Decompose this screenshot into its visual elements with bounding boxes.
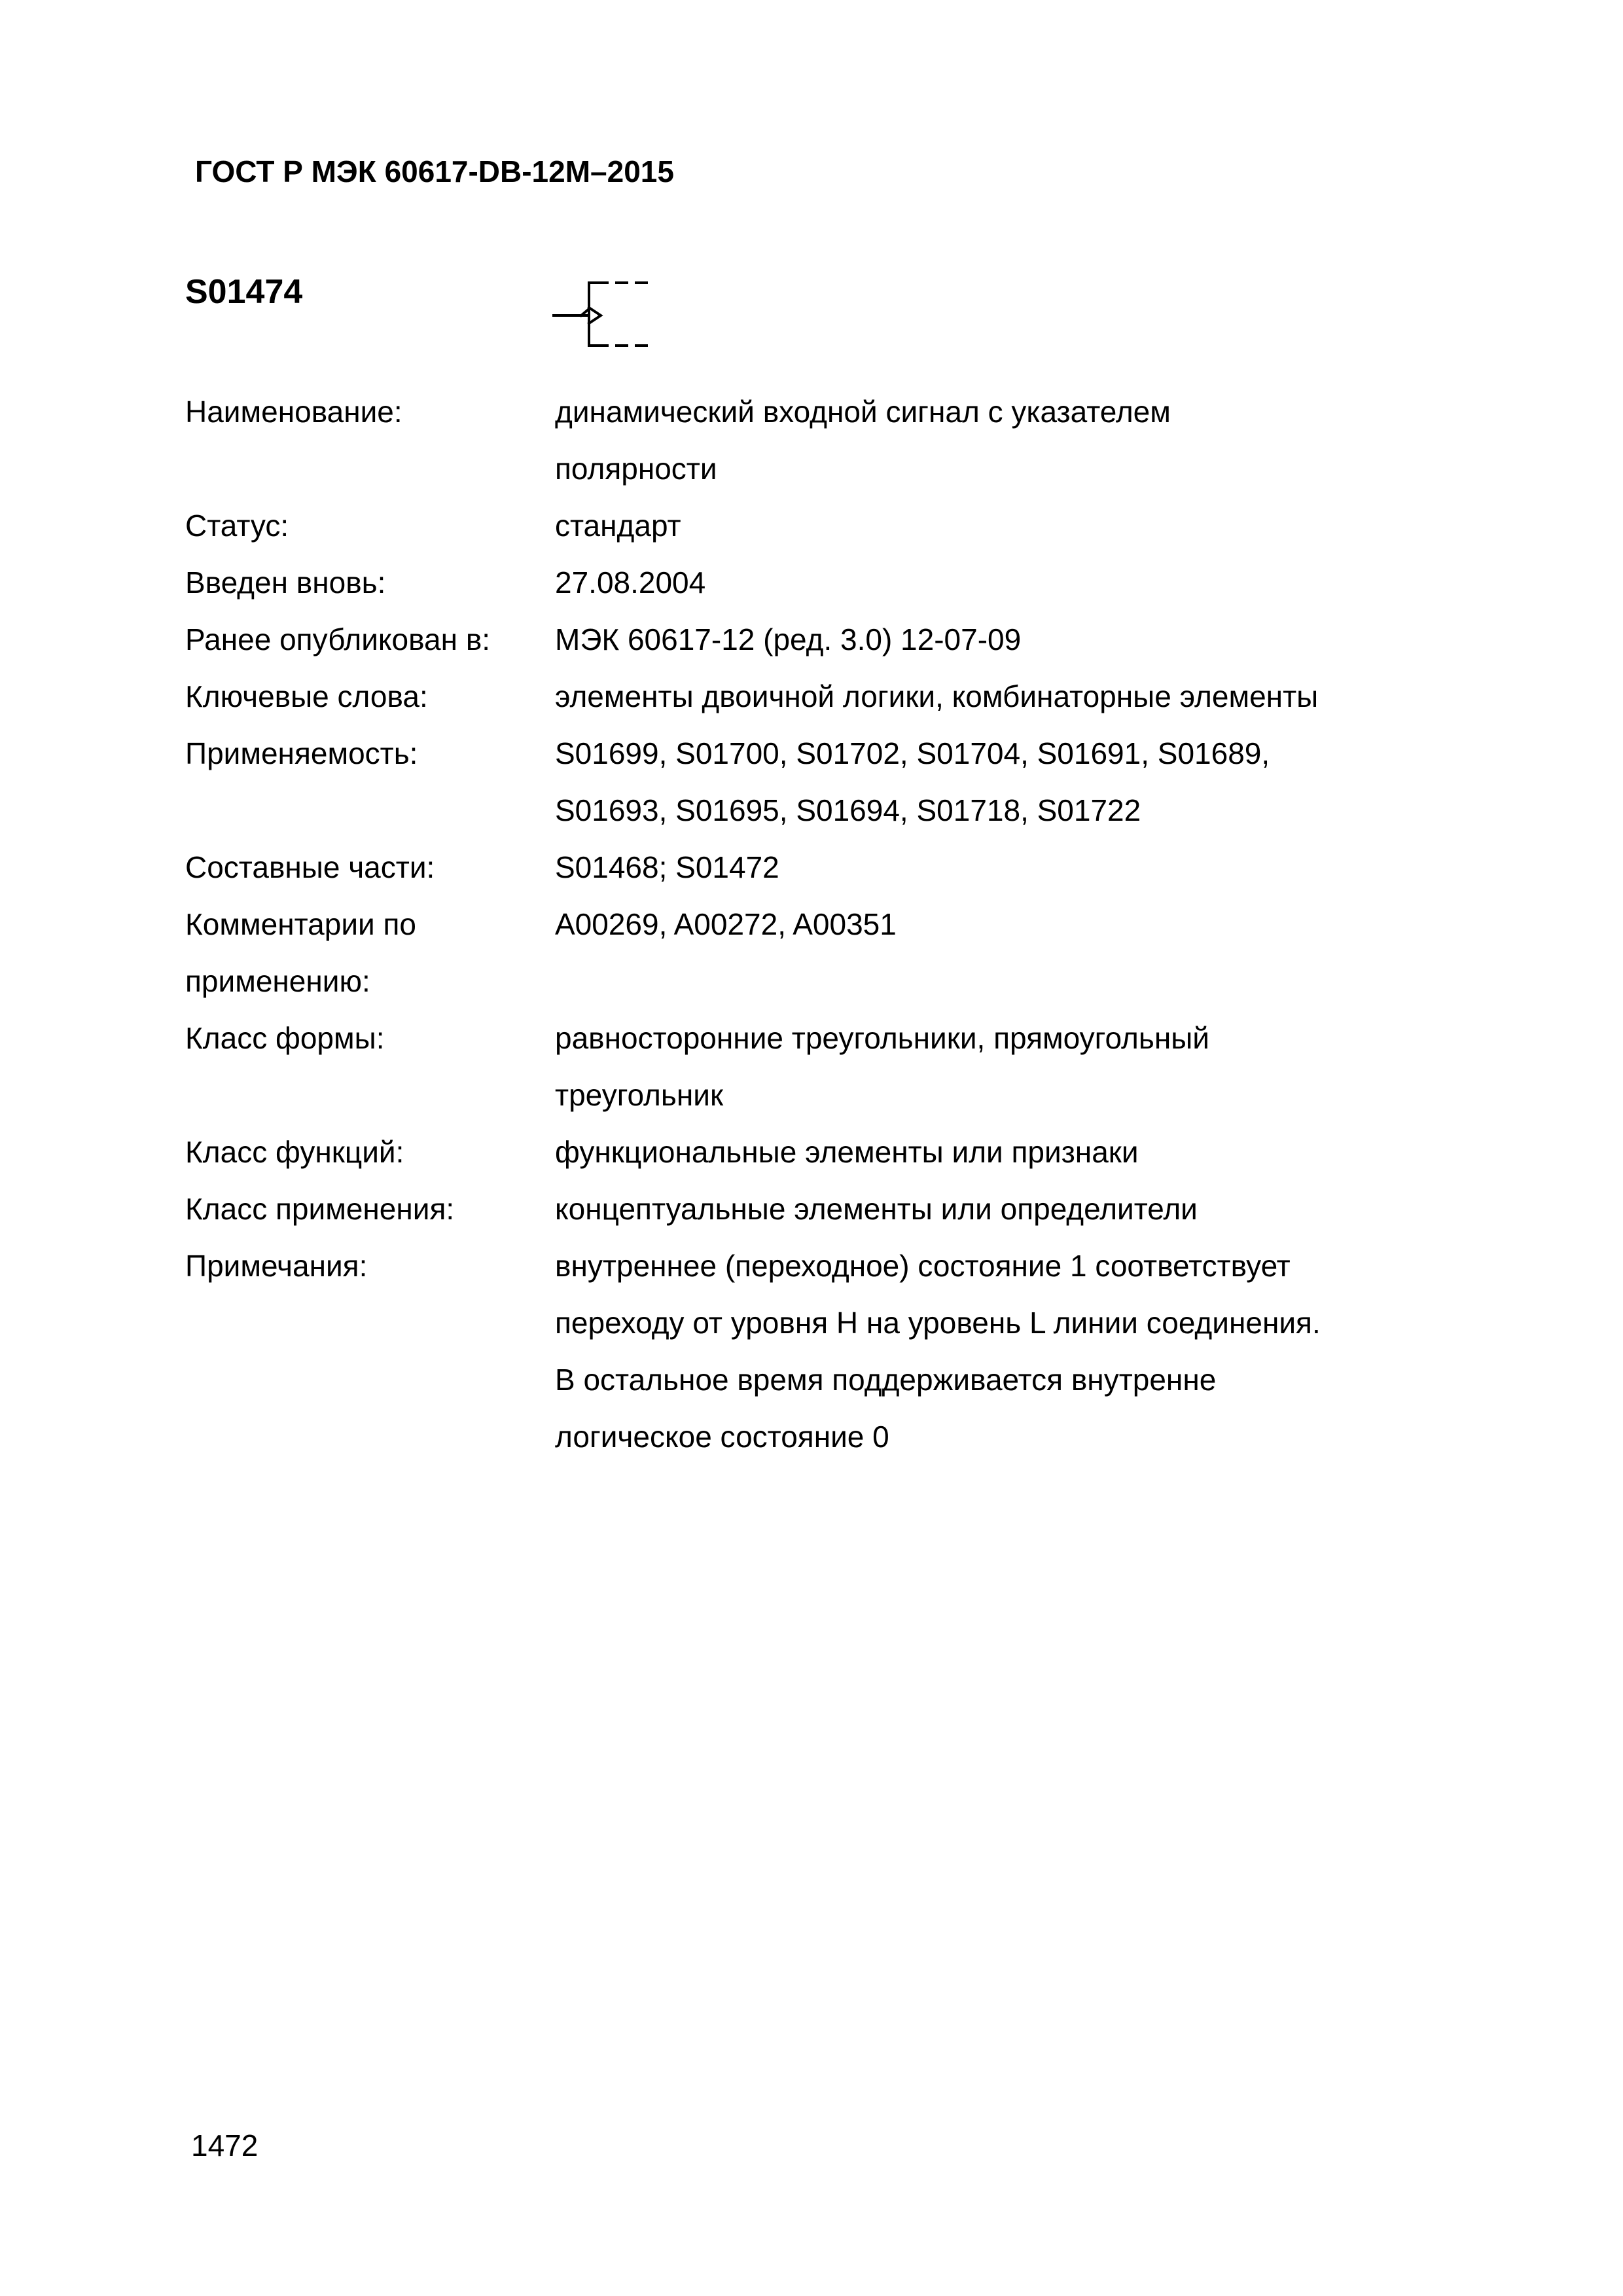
property-value xyxy=(555,1124,1481,1181)
property-value-line: S01699, S01700, S01702, S01704, S01691, S01689, xyxy=(555,736,1270,770)
property-value xyxy=(555,497,1481,554)
property-row-applicability xyxy=(185,725,1481,839)
dynamic-input-polarity-indicator-symbol-icon xyxy=(551,274,669,352)
property-value xyxy=(555,1010,1481,1124)
property-value-line: концептуальные элементы или определители xyxy=(555,1192,1198,1226)
property-label: Комментарии по применению: xyxy=(185,907,416,998)
property-label: Класс применения: xyxy=(185,1192,455,1226)
property-row-components xyxy=(185,839,1481,896)
property-value-line: полярности xyxy=(555,452,717,486)
property-value xyxy=(555,554,1481,611)
symbol-code: S01474 xyxy=(185,273,303,311)
property-label: Класс формы: xyxy=(185,1021,385,1055)
property-value-line: В остальное время поддерживается внутренне xyxy=(555,1363,1217,1397)
property-label: Составные части: xyxy=(185,850,435,884)
property-label: Класс функций: xyxy=(185,1135,404,1169)
property-value-line: стандарт xyxy=(555,509,681,543)
property-value-line: элементы двоичной логики, комбинаторные элементы xyxy=(555,679,1319,713)
property-row-usage-comments xyxy=(185,896,1481,1010)
property-value-line: равносторонние треугольники, прямоугольный xyxy=(555,1021,1209,1055)
property-value-line: логическое состояние 0 xyxy=(555,1420,889,1454)
property-row-notes xyxy=(185,1238,1481,1465)
property-row-keywords xyxy=(185,668,1481,725)
property-row-application-class xyxy=(185,1181,1481,1238)
property-row-introduced xyxy=(185,554,1481,611)
property-label: Ранее опубликован в: xyxy=(185,622,491,656)
property-row-shape-class xyxy=(185,1010,1481,1124)
property-value-line: S01693, S01695, S01694, S01718, S01722 xyxy=(555,793,1141,827)
property-value-line: функциональные элементы или признаки xyxy=(555,1135,1139,1169)
property-value-line: A00269, A00272, A00351 xyxy=(555,907,897,941)
standard-title: ГОСТ Р МЭК 60617-DB-12М–2015 xyxy=(195,154,674,188)
property-label: Статус: xyxy=(185,509,289,543)
property-value-line: МЭК 60617-12 (ред. 3.0) 12-07-09 xyxy=(555,622,1022,656)
property-value-line: динамический входной сигнал с указателем xyxy=(555,395,1171,429)
property-label: Ключевые слова: xyxy=(185,679,428,713)
property-value xyxy=(555,725,1481,839)
property-value xyxy=(555,1181,1481,1238)
property-row-status xyxy=(185,497,1481,554)
property-label: Применяемость: xyxy=(185,736,418,770)
property-row-function-class xyxy=(185,1124,1481,1181)
property-row-name xyxy=(185,384,1481,497)
property-value xyxy=(555,896,1481,953)
property-value xyxy=(555,611,1481,668)
property-value xyxy=(555,1238,1481,1465)
property-value-line: 27.08.2004 xyxy=(555,565,706,600)
property-value-line: треугольник xyxy=(555,1078,724,1112)
property-label: Примечания: xyxy=(185,1249,368,1283)
property-value-line: внутреннее (переходное) состояние 1 соответствует xyxy=(555,1249,1291,1283)
property-value xyxy=(555,668,1481,725)
property-value xyxy=(555,839,1481,896)
property-value xyxy=(555,384,1481,497)
symbol-properties-table xyxy=(185,384,1481,1465)
property-value-line: S01468; S01472 xyxy=(555,850,779,884)
property-label: Введен вновь: xyxy=(185,565,386,600)
property-value-line: переходу от уровня H на уровень L линии соединения. xyxy=(555,1306,1321,1340)
property-row-published-in xyxy=(185,611,1481,668)
page-number: 1472 xyxy=(191,2128,259,2162)
property-label: Наименование: xyxy=(185,395,402,429)
